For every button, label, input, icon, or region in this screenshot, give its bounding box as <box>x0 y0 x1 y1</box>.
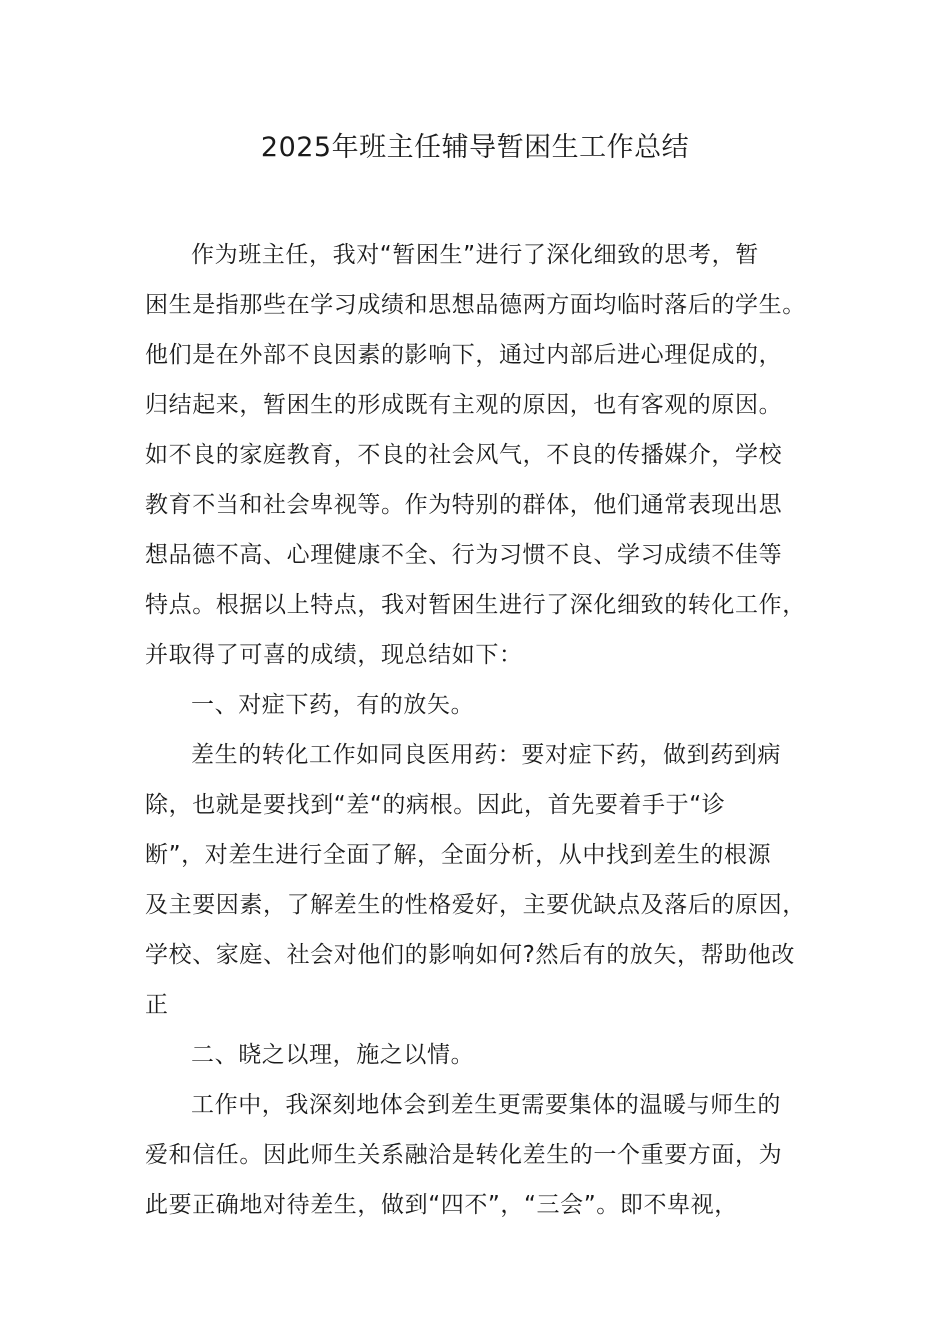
document-title: 2025年班主任辅导暂困生工作总结 <box>260 132 690 163</box>
text-line-9: 并取得了可喜的成绩，现总结如下： <box>145 642 523 668</box>
text-line-12: 除，也就是要找到“差“的病根。因此，首先要着手于“诊 <box>145 792 726 818</box>
document-body <box>145 230 835 1230</box>
text-line-11: 差生的转化工作如同良医用药：要对症下药，做到药到病 <box>191 742 781 768</box>
text-line-2: 困生是指那些在学习成绩和思想品德两方面均临时落后的学生。 <box>145 292 806 318</box>
text-line-7: 想品德不高、心理健康不全、行为习惯不良、学习成绩不佳等 <box>145 542 783 568</box>
text-line-1: 作为班主任，我对“暂困生”进行了深化细致的思考，暂 <box>191 242 759 268</box>
text-line-14: 及主要因素，了解差生的性格爱好，主要优缺点及落后的原因， <box>145 892 806 918</box>
section-heading-1: 一、对症下药，有的放矢。 <box>191 692 475 718</box>
text-line-4: 归结起来，暂困生的形成既有主观的原因，也有客观的原因。 <box>145 392 783 418</box>
text-line-16: 正 <box>145 992 169 1018</box>
text-line-19: 爱和信任。因此师生关系融洽是转化差生的一个重要方面，为 <box>145 1142 783 1168</box>
text-line-5: 如不良的家庭教育，不良的社会风气，不良的传播媒介，学校 <box>145 442 783 468</box>
text-line-6: 教育不当和社会卑视等。作为特别的群体，他们通常表现出思 <box>145 492 783 518</box>
text-line-13: 断”，对差生进行全面了解，全面分析，从中找到差生的根源 <box>145 842 772 868</box>
text-line-3: 他们是在外部不良因素的影响下，通过内部后进心理促成的， <box>145 342 783 368</box>
section-heading-2: 二、晓之以理，施之以情。 <box>191 1042 475 1068</box>
text-line-20: 此要正确地对待差生，做到“四不”，“三会”。即不卑视， <box>145 1192 738 1218</box>
text-line-8: 特点。根据以上特点，我对暂困生进行了深化细致的转化工作， <box>145 592 806 618</box>
text-line-18: 工作中，我深刻地体会到差生更需要集体的温暖与师生的 <box>191 1092 781 1118</box>
text-line-15: 学校、家庭、社会对他们的影响如何?然后有的放矢，帮助他改 <box>145 942 796 968</box>
